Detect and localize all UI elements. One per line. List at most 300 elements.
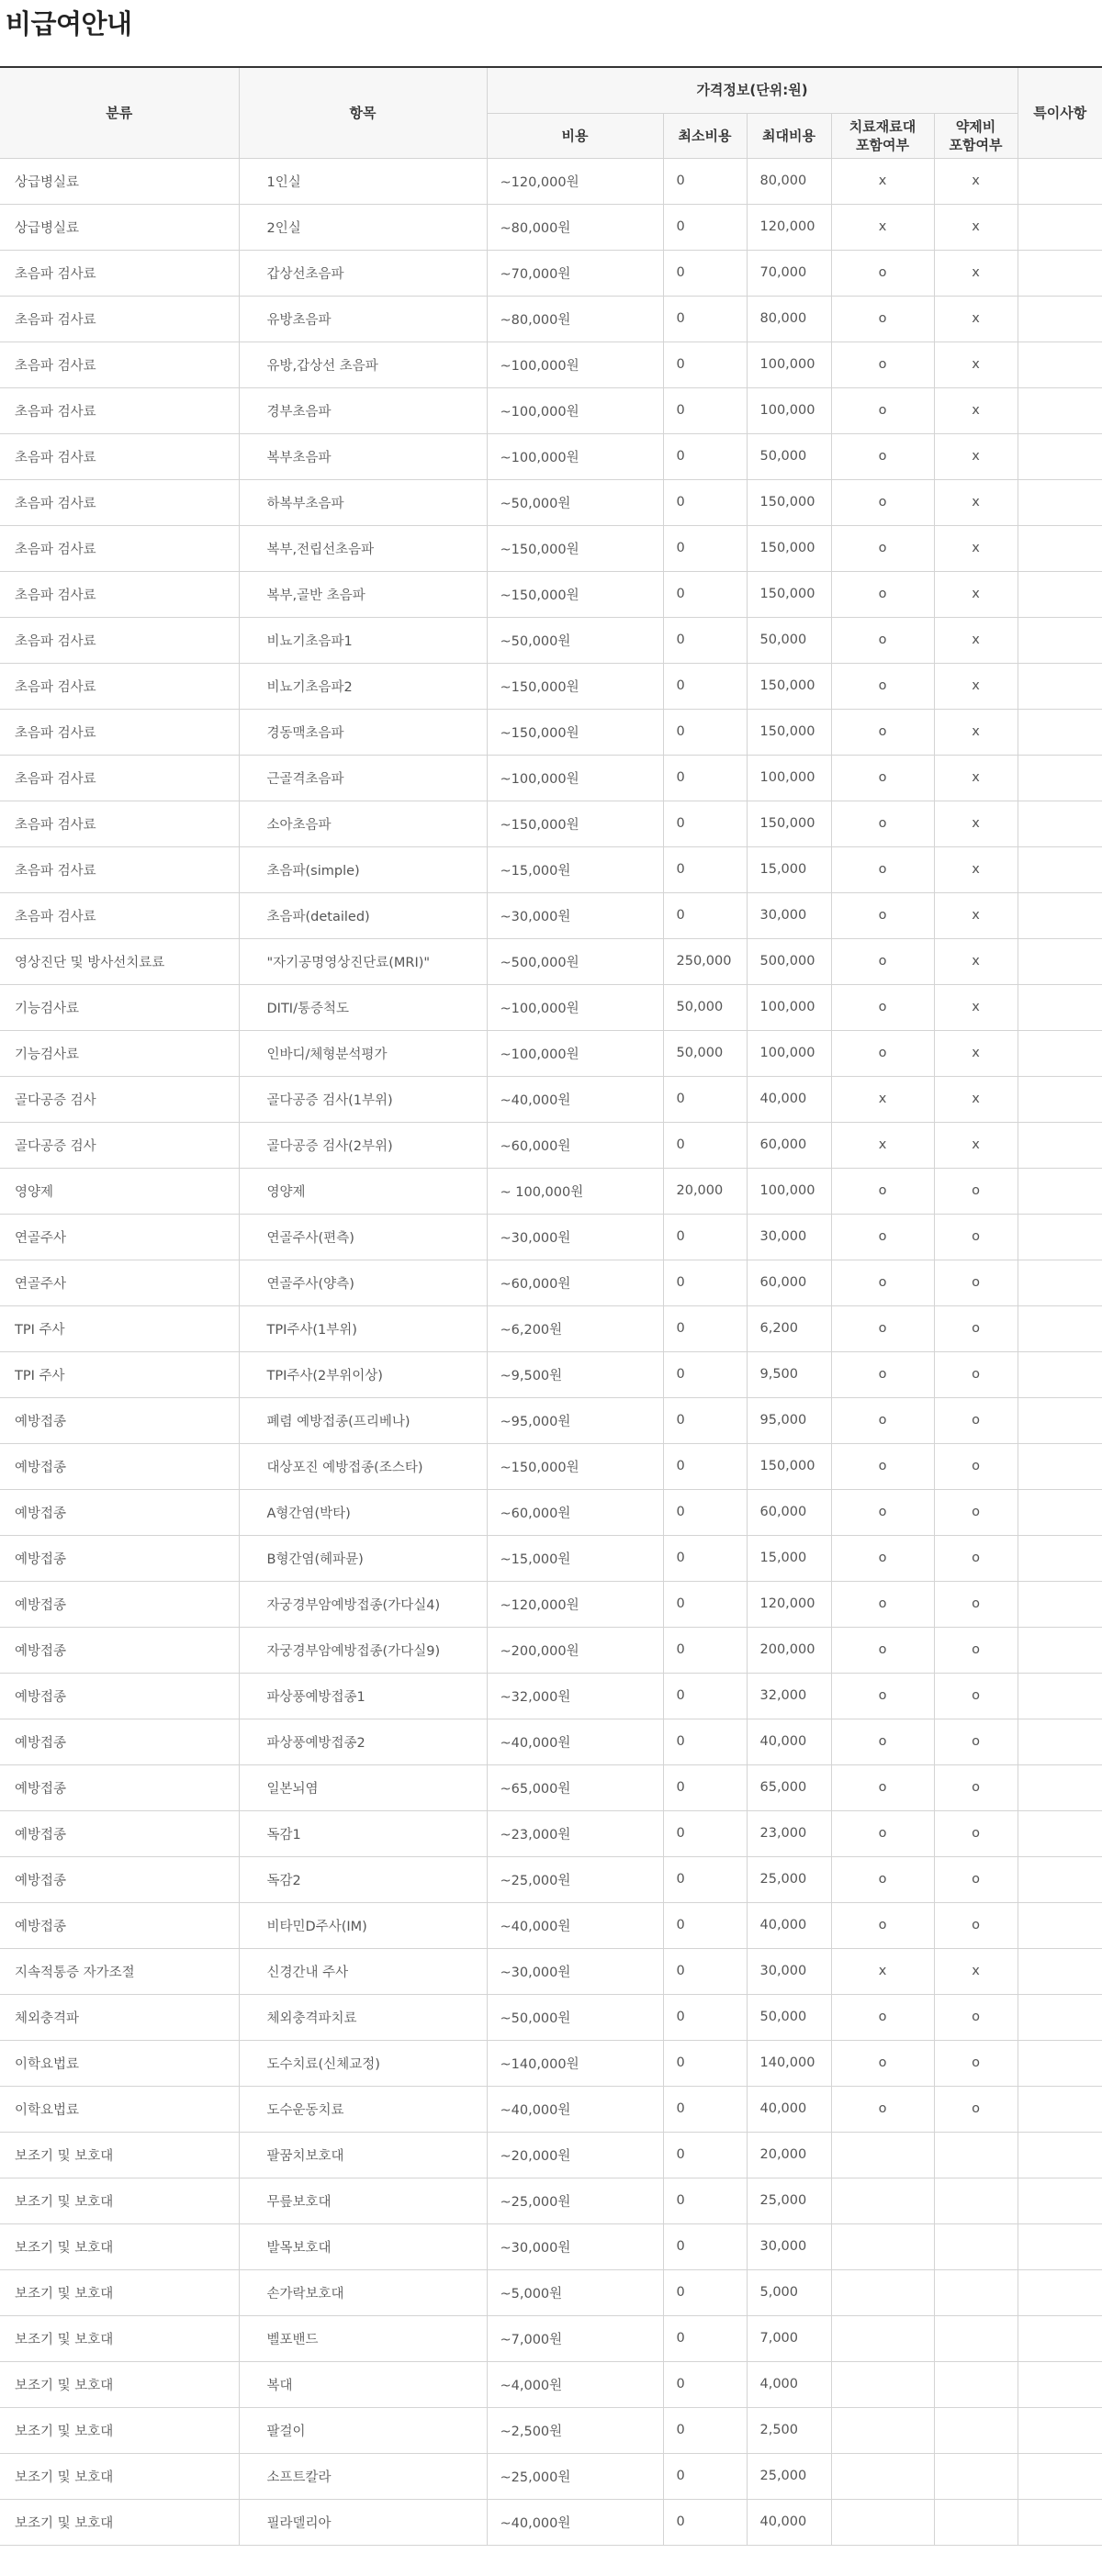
cell-max-cost: 25,000 <box>747 2453 831 2499</box>
cell-cost: ~30,000원 <box>487 1948 663 1994</box>
cell-cost: ~65,000원 <box>487 1764 663 1810</box>
cell-min-cost: 250,000 <box>663 938 747 984</box>
cell-drug-included <box>934 2361 1018 2407</box>
cell-max-cost: 150,000 <box>747 571 831 617</box>
cell-notes <box>1018 1994 1102 2040</box>
cell-notes <box>1018 1122 1102 1168</box>
cell-category: 영양제 <box>0 1168 239 1214</box>
cell-drug-included <box>934 2178 1018 2223</box>
cell-category: 예방접종 <box>0 1489 239 1535</box>
cell-max-cost: 100,000 <box>747 387 831 433</box>
cell-notes <box>1018 1305 1102 1351</box>
cell-cost: ~5,000원 <box>487 2269 663 2315</box>
table-row <box>0 1535 1102 1581</box>
cell-category: 영상진단 및 방사선치료료 <box>0 938 239 984</box>
cell-min-cost: 0 <box>663 2407 747 2453</box>
cell-category: 예방접종 <box>0 1902 239 1948</box>
cell-category: 초음파 검사료 <box>0 801 239 846</box>
cell-min-cost: 0 <box>663 755 747 801</box>
table-row <box>0 755 1102 801</box>
cell-min-cost: 0 <box>663 1443 747 1489</box>
cell-item: 2인실 <box>239 204 487 250</box>
cell-max-cost: 40,000 <box>747 1076 831 1122</box>
cell-cost: ~30,000원 <box>487 1214 663 1260</box>
cell-item: 벨포밴드 <box>239 2315 487 2361</box>
table-row <box>0 846 1102 892</box>
table-row <box>0 1030 1102 1076</box>
cell-drug-included: x <box>934 1076 1018 1122</box>
cell-min-cost: 0 <box>663 2040 747 2086</box>
cell-max-cost: 30,000 <box>747 1948 831 1994</box>
cell-category: 골다공증 검사 <box>0 1122 239 1168</box>
cell-material-included: o <box>831 709 934 755</box>
table-row <box>0 984 1102 1030</box>
cell-item: 파상풍예방접종2 <box>239 1719 487 1764</box>
cell-cost: ~100,000원 <box>487 342 663 387</box>
cell-category: 보조기 및 보호대 <box>0 2361 239 2407</box>
cell-min-cost: 0 <box>663 342 747 387</box>
header-material-included: 치료재료대 포함여부 <box>831 113 934 158</box>
cell-drug-included <box>934 2223 1018 2269</box>
cell-max-cost: 140,000 <box>747 2040 831 2086</box>
cell-max-cost: 4,000 <box>747 2361 831 2407</box>
cell-min-cost: 0 <box>663 2453 747 2499</box>
cell-max-cost: 25,000 <box>747 2178 831 2223</box>
cell-max-cost: 80,000 <box>747 296 831 342</box>
cell-material-included: o <box>831 571 934 617</box>
cell-category: 초음파 검사료 <box>0 296 239 342</box>
cell-item: DITI/통증척도 <box>239 984 487 1030</box>
cell-drug-included: o <box>934 1810 1018 1856</box>
cell-cost: ~150,000원 <box>487 1443 663 1489</box>
table-row <box>0 1994 1102 2040</box>
cell-min-cost: 0 <box>663 1535 747 1581</box>
page-title: 비급여안내 <box>6 8 132 39</box>
cell-min-cost: 0 <box>663 2499 747 2545</box>
cell-max-cost: 50,000 <box>747 433 831 479</box>
table-row <box>0 2040 1102 2086</box>
cell-drug-included: x <box>934 1948 1018 1994</box>
cell-material-included <box>831 2223 934 2269</box>
cell-cost: ~100,000원 <box>487 1030 663 1076</box>
cell-notes <box>1018 2453 1102 2499</box>
cell-cost: ~60,000원 <box>487 1489 663 1535</box>
cell-drug-included: x <box>934 204 1018 250</box>
cell-min-cost: 0 <box>663 2132 747 2178</box>
cell-min-cost: 0 <box>663 1719 747 1764</box>
cell-min-cost: 0 <box>663 892 747 938</box>
cell-cost: ~140,000원 <box>487 2040 663 2086</box>
cell-cost: ~15,000원 <box>487 846 663 892</box>
cell-material-included: o <box>831 525 934 571</box>
cell-material-included: o <box>831 1856 934 1902</box>
cell-cost: ~120,000원 <box>487 158 663 204</box>
table-row <box>0 1351 1102 1397</box>
cell-min-cost: 0 <box>663 801 747 846</box>
cell-item: 골다공증 검사(2부위) <box>239 1122 487 1168</box>
cell-min-cost: 0 <box>663 617 747 663</box>
cell-min-cost: 0 <box>663 1214 747 1260</box>
cell-category: 예방접종 <box>0 1397 239 1443</box>
cell-category: 연골주사 <box>0 1214 239 1260</box>
cell-item: 도수운동치료 <box>239 2086 487 2132</box>
cell-item: 유방초음파 <box>239 296 487 342</box>
cell-min-cost: 0 <box>663 2178 747 2223</box>
cell-max-cost: 100,000 <box>747 755 831 801</box>
table-row <box>0 2407 1102 2453</box>
cell-drug-included: o <box>934 2086 1018 2132</box>
cell-cost: ~40,000원 <box>487 1719 663 1764</box>
cell-drug-included: o <box>934 1719 1018 1764</box>
cell-notes <box>1018 1443 1102 1489</box>
cell-item: 비뇨기초음파2 <box>239 663 487 709</box>
cell-item: 손가락보호대 <box>239 2269 487 2315</box>
cell-notes <box>1018 617 1102 663</box>
header-min-cost: 최소비용 <box>663 113 747 158</box>
cell-max-cost: 150,000 <box>747 525 831 571</box>
cell-notes <box>1018 2132 1102 2178</box>
table-row <box>0 1489 1102 1535</box>
cell-category: 예방접종 <box>0 1627 239 1673</box>
cell-notes <box>1018 2223 1102 2269</box>
cell-notes <box>1018 1535 1102 1581</box>
cell-min-cost: 0 <box>663 250 747 296</box>
cell-drug-included: o <box>934 1581 1018 1627</box>
table-row <box>0 1627 1102 1673</box>
cell-min-cost: 0 <box>663 2223 747 2269</box>
cell-min-cost: 50,000 <box>663 984 747 1030</box>
cell-cost: ~25,000원 <box>487 2453 663 2499</box>
cell-material-included: o <box>831 801 934 846</box>
cell-material-included: o <box>831 2086 934 2132</box>
table-row <box>0 2086 1102 2132</box>
cell-max-cost: 40,000 <box>747 1719 831 1764</box>
cell-category: 기능검사료 <box>0 1030 239 1076</box>
cell-drug-included: o <box>934 1168 1018 1214</box>
cell-notes <box>1018 296 1102 342</box>
cell-material-included: o <box>831 1627 934 1673</box>
cell-cost: ~6,200원 <box>487 1305 663 1351</box>
cell-material-included <box>831 2499 934 2545</box>
cell-drug-included <box>934 2132 1018 2178</box>
cell-min-cost: 0 <box>663 2086 747 2132</box>
cell-category: 예방접종 <box>0 1673 239 1719</box>
cell-category: 예방접종 <box>0 1719 239 1764</box>
cell-material-included: o <box>831 1030 934 1076</box>
cell-notes <box>1018 342 1102 387</box>
table-row <box>0 2315 1102 2361</box>
cell-max-cost: 120,000 <box>747 204 831 250</box>
cell-notes <box>1018 1673 1102 1719</box>
cell-min-cost: 0 <box>663 1397 747 1443</box>
cell-material-included: o <box>831 1397 934 1443</box>
table-row <box>0 296 1102 342</box>
cell-cost: ~500,000원 <box>487 938 663 984</box>
cell-min-cost: 0 <box>663 2361 747 2407</box>
cell-notes <box>1018 2178 1102 2223</box>
cell-drug-included: x <box>934 617 1018 663</box>
cell-cost: ~150,000원 <box>487 571 663 617</box>
cell-category: 보조기 및 보호대 <box>0 2178 239 2223</box>
cell-cost: ~40,000원 <box>487 2499 663 2545</box>
cell-category: 초음파 검사료 <box>0 387 239 433</box>
cell-item: 유방,갑상선 초음파 <box>239 342 487 387</box>
cell-material-included: x <box>831 204 934 250</box>
cell-category: 상급병실료 <box>0 204 239 250</box>
cell-cost: ~150,000원 <box>487 709 663 755</box>
cell-drug-included: x <box>934 755 1018 801</box>
cell-cost: ~15,000원 <box>487 1535 663 1581</box>
cell-cost: ~100,000원 <box>487 984 663 1030</box>
cell-min-cost: 0 <box>663 709 747 755</box>
cell-item: 독감2 <box>239 1856 487 1902</box>
cell-notes <box>1018 1856 1102 1902</box>
cell-cost: ~150,000원 <box>487 525 663 571</box>
cell-drug-included: x <box>934 525 1018 571</box>
cell-material-included: o <box>831 1581 934 1627</box>
cell-item: "자기공명영상진단료(MRI)" <box>239 938 487 984</box>
cell-drug-included: x <box>934 433 1018 479</box>
table-row <box>0 1397 1102 1443</box>
cell-item: 연골주사(편측) <box>239 1214 487 1260</box>
cell-notes <box>1018 2040 1102 2086</box>
cell-category: 골다공증 검사 <box>0 1076 239 1122</box>
cell-max-cost: 70,000 <box>747 250 831 296</box>
table-row <box>0 892 1102 938</box>
table-row <box>0 1122 1102 1168</box>
cell-max-cost: 65,000 <box>747 1764 831 1810</box>
cell-category: 예방접종 <box>0 1443 239 1489</box>
cell-notes <box>1018 755 1102 801</box>
cell-category: 예방접종 <box>0 1535 239 1581</box>
cell-material-included <box>831 2407 934 2453</box>
cell-max-cost: 100,000 <box>747 342 831 387</box>
cell-category: 초음파 검사료 <box>0 433 239 479</box>
cell-material-included: o <box>831 1994 934 2040</box>
cell-item: 소아초음파 <box>239 801 487 846</box>
cell-max-cost: 30,000 <box>747 1214 831 1260</box>
cell-material-included: o <box>831 984 934 1030</box>
cell-min-cost: 0 <box>663 1489 747 1535</box>
cell-item: 복부,전립선초음파 <box>239 525 487 571</box>
cell-notes <box>1018 1902 1102 1948</box>
cell-material-included: o <box>831 1260 934 1305</box>
cell-max-cost: 6,200 <box>747 1305 831 1351</box>
cell-material-included: o <box>831 1351 934 1397</box>
cell-min-cost: 20,000 <box>663 1168 747 1214</box>
cell-material-included: o <box>831 342 934 387</box>
cell-notes <box>1018 1948 1102 1994</box>
cell-item: 대상포진 예방접종(조스타) <box>239 1443 487 1489</box>
table-row <box>0 525 1102 571</box>
cell-category: 초음파 검사료 <box>0 479 239 525</box>
cell-drug-included: x <box>934 892 1018 938</box>
cell-drug-included <box>934 2315 1018 2361</box>
cell-max-cost: 60,000 <box>747 1260 831 1305</box>
table-row <box>0 2132 1102 2178</box>
cell-category: 초음파 검사료 <box>0 571 239 617</box>
cell-max-cost: 9,500 <box>747 1351 831 1397</box>
cell-max-cost: 500,000 <box>747 938 831 984</box>
cell-cost: ~60,000원 <box>487 1260 663 1305</box>
cell-item: 자궁경부암예방접종(가다실9) <box>239 1627 487 1673</box>
table-row <box>0 387 1102 433</box>
cell-cost: ~20,000원 <box>487 2132 663 2178</box>
cell-drug-included: o <box>934 1902 1018 1948</box>
cell-drug-included: o <box>934 1627 1018 1673</box>
cell-notes <box>1018 158 1102 204</box>
cell-item: 필라델리아 <box>239 2499 487 2545</box>
cell-item: 1인실 <box>239 158 487 204</box>
cell-category: 이학요법료 <box>0 2086 239 2132</box>
cell-item: 비타민D주사(IM) <box>239 1902 487 1948</box>
cell-material-included: o <box>831 1719 934 1764</box>
cell-category: 초음파 검사료 <box>0 663 239 709</box>
table-header <box>0 67 1102 158</box>
header-category: 분류 <box>0 67 239 158</box>
cell-cost: ~4,000원 <box>487 2361 663 2407</box>
cell-notes <box>1018 1076 1102 1122</box>
header-cost: 비용 <box>487 113 663 158</box>
cell-notes <box>1018 2086 1102 2132</box>
cell-category: 초음파 검사료 <box>0 892 239 938</box>
cell-item: 팔걸이 <box>239 2407 487 2453</box>
cell-notes <box>1018 846 1102 892</box>
cell-material-included: o <box>831 1764 934 1810</box>
cell-item: 복부초음파 <box>239 433 487 479</box>
cell-min-cost: 0 <box>663 2269 747 2315</box>
cell-category: 초음파 검사료 <box>0 755 239 801</box>
table-row <box>0 204 1102 250</box>
cell-min-cost: 0 <box>663 1122 747 1168</box>
cell-notes <box>1018 525 1102 571</box>
cell-material-included: o <box>831 1810 934 1856</box>
cell-cost: ~7,000원 <box>487 2315 663 2361</box>
cell-item: 영양제 <box>239 1168 487 1214</box>
cell-notes <box>1018 984 1102 1030</box>
cell-max-cost: 50,000 <box>747 617 831 663</box>
cell-max-cost: 150,000 <box>747 663 831 709</box>
cell-drug-included: x <box>934 846 1018 892</box>
cell-item: 인바디/체형분석평가 <box>239 1030 487 1076</box>
cell-max-cost: 150,000 <box>747 479 831 525</box>
header-drug-included: 약제비 포함여부 <box>934 113 1018 158</box>
cell-drug-included: x <box>934 387 1018 433</box>
cell-drug-included: x <box>934 158 1018 204</box>
cell-notes <box>1018 1168 1102 1214</box>
cell-item: 복대 <box>239 2361 487 2407</box>
cell-drug-included: x <box>934 984 1018 1030</box>
cell-drug-included: x <box>934 342 1018 387</box>
cell-notes <box>1018 2407 1102 2453</box>
table-row <box>0 1214 1102 1260</box>
cell-item: 도수치료(신체교정) <box>239 2040 487 2086</box>
cell-material-included: o <box>831 1673 934 1719</box>
cell-material-included <box>831 2178 934 2223</box>
cell-max-cost: 30,000 <box>747 2223 831 2269</box>
cell-item: 무릎보호대 <box>239 2178 487 2223</box>
cell-min-cost: 0 <box>663 1948 747 1994</box>
cell-notes <box>1018 1030 1102 1076</box>
cell-cost: ~150,000원 <box>487 663 663 709</box>
cell-material-included: x <box>831 158 934 204</box>
cell-min-cost: 0 <box>663 1305 747 1351</box>
cell-category: 초음파 검사료 <box>0 250 239 296</box>
cell-cost: ~25,000원 <box>487 2178 663 2223</box>
cell-material-included: o <box>831 250 934 296</box>
cell-notes <box>1018 663 1102 709</box>
cell-item: B형간염(헤파뮨) <box>239 1535 487 1581</box>
cell-max-cost: 40,000 <box>747 2086 831 2132</box>
table-row <box>0 1168 1102 1214</box>
cell-item: 하복부초음파 <box>239 479 487 525</box>
cell-item: 폐렴 예방접종(프리베나) <box>239 1397 487 1443</box>
cell-category: 예방접종 <box>0 1810 239 1856</box>
cell-cost: ~2,500원 <box>487 2407 663 2453</box>
cell-item: 경동맥초음파 <box>239 709 487 755</box>
cell-category: 예방접종 <box>0 1581 239 1627</box>
cell-max-cost: 120,000 <box>747 1581 831 1627</box>
cell-item: 독감1 <box>239 1810 487 1856</box>
cell-notes <box>1018 1351 1102 1397</box>
cell-min-cost: 0 <box>663 663 747 709</box>
cell-material-included <box>831 2361 934 2407</box>
cell-notes <box>1018 2499 1102 2545</box>
cell-notes <box>1018 1489 1102 1535</box>
header-price-group: 가격정보(단위:원) <box>487 67 1018 113</box>
cell-notes <box>1018 1581 1102 1627</box>
cell-min-cost: 50,000 <box>663 1030 747 1076</box>
table-row <box>0 1810 1102 1856</box>
cell-item: A형간염(박타) <box>239 1489 487 1535</box>
cell-drug-included: o <box>934 1397 1018 1443</box>
cell-drug-included: x <box>934 479 1018 525</box>
table-row <box>0 801 1102 846</box>
cell-item: 골다공증 검사(1부위) <box>239 1076 487 1122</box>
cell-item: 소프트칼라 <box>239 2453 487 2499</box>
cell-notes <box>1018 892 1102 938</box>
non-covered-fee-table <box>0 66 1102 2546</box>
cell-cost: ~40,000원 <box>487 1076 663 1122</box>
cell-category: 보조기 및 보호대 <box>0 2407 239 2453</box>
cell-cost: ~150,000원 <box>487 801 663 846</box>
cell-cost: ~40,000원 <box>487 1902 663 1948</box>
cell-notes <box>1018 2269 1102 2315</box>
cell-material-included: o <box>831 1489 934 1535</box>
cell-max-cost: 25,000 <box>747 1856 831 1902</box>
cell-material-included: o <box>831 1902 934 1948</box>
table-row <box>0 2178 1102 2223</box>
cell-drug-included: o <box>934 1443 1018 1489</box>
table-row <box>0 433 1102 479</box>
cell-category: 초음파 검사료 <box>0 846 239 892</box>
table-row <box>0 479 1102 525</box>
cell-cost: ~70,000원 <box>487 250 663 296</box>
cell-item: 갑상선초음파 <box>239 250 487 296</box>
cell-material-included: o <box>831 663 934 709</box>
cell-drug-included: o <box>934 1351 1018 1397</box>
table-row <box>0 1305 1102 1351</box>
cell-item: 경부초음파 <box>239 387 487 433</box>
cell-min-cost: 0 <box>663 1994 747 2040</box>
cell-category: 연골주사 <box>0 1260 239 1305</box>
cell-drug-included: o <box>934 1535 1018 1581</box>
table-row <box>0 1443 1102 1489</box>
cell-item: 파상풍예방접종1 <box>239 1673 487 1719</box>
cell-notes <box>1018 250 1102 296</box>
cell-drug-included <box>934 2269 1018 2315</box>
table-row <box>0 2269 1102 2315</box>
